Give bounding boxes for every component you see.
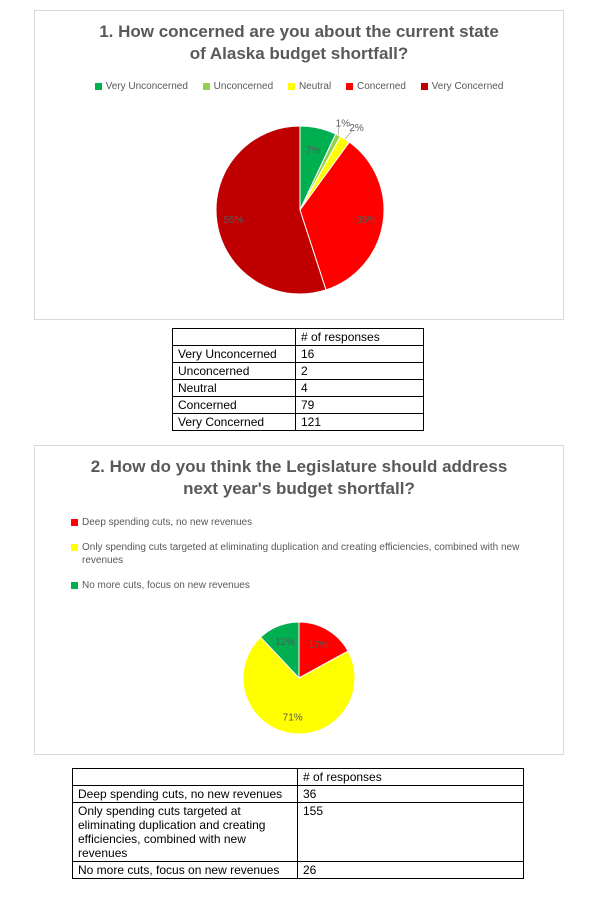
table-cell: Very Concerned — [173, 414, 296, 431]
pie-data-label: 1% — [335, 118, 351, 130]
chart-panel-1 — [34, 10, 564, 320]
pie-chart-1 — [35, 11, 565, 321]
table-header-row — [173, 329, 424, 346]
chart-2-title-line-1: 2. How do you think the Legislature should address — [90, 457, 508, 476]
table-cell: No more cuts, focus on new revenues — [73, 862, 298, 879]
chart-1-title-line-2: of Alaska budget shortfall? — [189, 44, 409, 63]
table-cell: 2 — [296, 363, 424, 380]
pie-data-label: 2% — [349, 123, 364, 135]
table-row — [173, 397, 424, 414]
chart-panel-2 — [34, 445, 564, 755]
pie-data-label: 55% — [223, 215, 244, 227]
pie-data-label: 35% — [356, 215, 377, 227]
table-cell: Concerned — [173, 397, 296, 414]
table-row — [173, 363, 424, 380]
table-row — [173, 414, 424, 431]
pie-chart-2 — [35, 446, 565, 756]
table-cell: Neutral — [173, 380, 296, 397]
table-cell: 26 — [298, 862, 524, 879]
table-row — [73, 862, 524, 879]
table-row — [173, 346, 424, 363]
table-cell: # of responses — [296, 329, 424, 346]
table-row — [73, 803, 524, 862]
pie-data-label: 71% — [282, 712, 303, 724]
legend-label: Very Unconcerned — [105, 81, 188, 92]
pie-data-label: 12% — [274, 637, 295, 649]
legend-label: Neutral — [298, 81, 332, 92]
table-cell: 155 — [298, 803, 524, 862]
table-cell: Unconcerned — [173, 363, 296, 380]
table-cell: 36 — [298, 786, 524, 803]
legend-label: No more cuts, focus on new revenues — [82, 580, 250, 591]
pie-data-label: 17% — [308, 639, 329, 651]
table-cell: Deep spending cuts, no new revenues — [73, 786, 298, 803]
table-row — [73, 786, 524, 803]
legend-label: Unconcerned — [213, 81, 274, 92]
table-cell: Only spending cuts targeted at eliminating duplication and creating efficiencies, combined with new revenues — [73, 803, 298, 862]
table-cell — [73, 769, 298, 786]
responses-table-2 — [72, 768, 524, 879]
table-cell: # of responses — [298, 769, 524, 786]
chart-1-title-line-1: 1. How concerned are you about the current state — [99, 22, 499, 41]
responses-table-1 — [172, 328, 424, 431]
legend-label: Only spending cuts targeted at eliminating duplication and creating efficiencies, combined with new revenues — [82, 542, 520, 566]
table-cell — [173, 329, 296, 346]
table-cell: 79 — [296, 397, 424, 414]
pie-data-label: 7% — [305, 145, 321, 157]
table-cell: 121 — [296, 414, 424, 431]
table-row — [173, 380, 424, 397]
table-cell: 16 — [296, 346, 424, 363]
legend-label: Concerned — [356, 81, 406, 92]
table-cell: 4 — [296, 380, 424, 397]
chart-2-title-line-2: next year's budget shortfall? — [183, 479, 415, 498]
legend-label: Deep spending cuts, no new revenues — [82, 517, 253, 528]
table-cell: Very Unconcerned — [173, 346, 296, 363]
legend-label: Very Concerned — [431, 81, 504, 92]
table-header-row — [73, 769, 524, 786]
